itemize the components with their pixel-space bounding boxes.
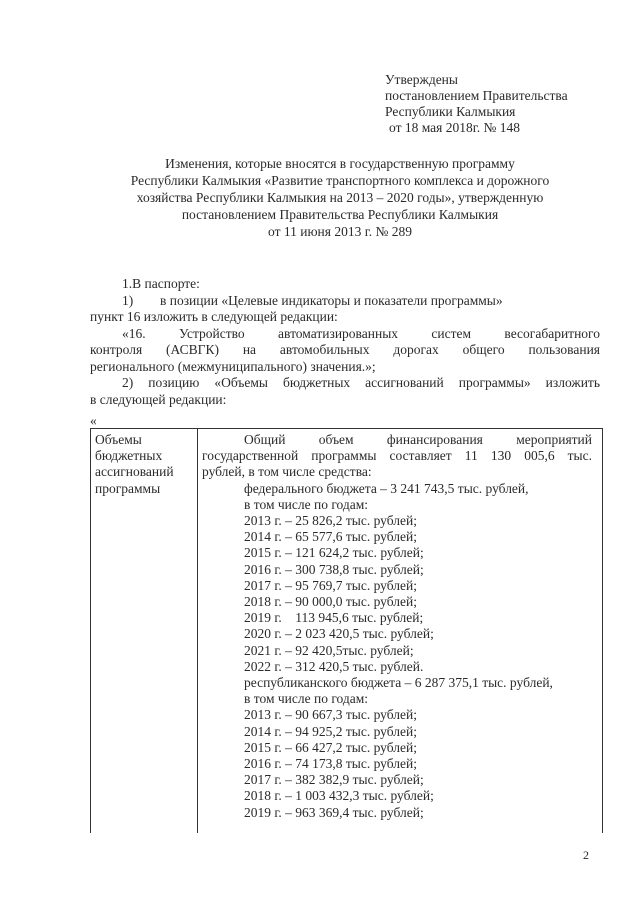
opening-quote: « xyxy=(90,413,97,428)
republic-year-item: 2014 г. – 94 925,2 тыс. рублей; xyxy=(244,723,417,739)
body-text xyxy=(90,276,600,408)
label-line: ассигнований xyxy=(95,464,174,480)
content-cell xyxy=(198,429,603,834)
heading-line-4: постановлением Правительства Республики Калмыкия xyxy=(181,207,499,222)
item-1-text: в позиции «Целевые индикаторы и показатели программы» xyxy=(160,292,503,308)
federal-year-item: 2020 г. – 2 023 420,5 тыс. рублей; xyxy=(244,626,434,642)
section-title: 1.В паспорте: xyxy=(122,276,200,291)
federal-year-item: 2016 г. – 300 738,8 тыс. рублей; xyxy=(244,561,424,577)
approval-line-1: Утверждены xyxy=(385,72,458,87)
federal-year-item: 2017 г. – 95 769,7 тыс. рублей; xyxy=(244,577,417,593)
label-line: бюджетных xyxy=(95,448,163,464)
page-number: 2 xyxy=(583,848,589,862)
approval-line-4: от 18 мая 2018г. № 148 xyxy=(389,120,521,135)
item-2-line-1: 2) позицию «Объемы бюджетных ассигнований программы» изложить xyxy=(122,375,600,390)
item-1-number: 1) xyxy=(122,292,134,308)
approval-block xyxy=(385,72,568,136)
heading-line-3: хозяйства Республики Калмыкия на 2013 – 2020 годы», утвержденную xyxy=(136,190,544,205)
point-16-line-1: «16. Устройство автоматизированных систем весогабаритного xyxy=(122,325,600,341)
point-16-line-2: контроля (АСВГК) на автомобильных дорогах общего пользования xyxy=(90,342,600,357)
heading-line-2: Республики Калмыкия «Развитие транспортного комплекса и дорожного xyxy=(130,173,550,188)
point-16-line-3: регионального (межмуниципального) значения.»; xyxy=(90,358,376,374)
intro-line-3: рублей, в том числе средства: xyxy=(202,464,372,480)
item-1-continuation: пункт 16 изложить в следующей редакции: xyxy=(90,309,338,324)
label-line: программы xyxy=(95,480,161,496)
republic-by-years: в том числе по годам: xyxy=(244,691,369,707)
intro-line-2: государственной программы составляет 11 130 005,6 тыс. xyxy=(202,448,592,464)
document-heading xyxy=(80,155,600,240)
federal-by-years: в том числе по годам: xyxy=(244,496,369,512)
item-2-line-2: в следующей редакции: xyxy=(90,391,227,407)
federal-total: федерального бюджета – 3 241 743,5 тыс. рублей, xyxy=(244,480,529,496)
heading-line-5: от 11 июня 2013 г. № 289 xyxy=(268,224,412,239)
republic-year-item: 2017 г. – 382 382,9 тыс. рублей; xyxy=(244,772,424,788)
label-line: Объемы xyxy=(95,432,142,447)
republic-year-item: 2018 г. – 1 003 432,3 тыс. рублей; xyxy=(244,788,434,804)
federal-year-item: 2022 г. – 312 420,5 тыс. рублей. xyxy=(244,658,424,674)
republic-year-item: 2013 г. – 90 667,3 тыс. рублей; xyxy=(244,707,417,723)
federal-year-item: 2018 г. – 90 000,0 тыс. рублей; xyxy=(244,594,417,610)
heading-line-1: Изменения, которые вносятся в государственную программу xyxy=(165,156,515,171)
republic-year-item: 2019 г. – 963 369,4 тыс. рублей; xyxy=(244,804,424,820)
republic-year-item: 2016 г. – 74 173,8 тыс. рублей; xyxy=(244,756,417,772)
item-1 xyxy=(90,293,600,310)
federal-year-item: 2021 г. – 92 420,5тыс. рублей; xyxy=(244,642,414,658)
budget-table xyxy=(90,428,603,833)
label-cell xyxy=(91,429,198,834)
republic-total: республиканского бюджета – 6 287 375,1 тыс. рублей, xyxy=(244,675,553,691)
approval-line-2: постановлением Правительства xyxy=(385,88,568,103)
intro-line-1: Общий объем финансирования мероприятий xyxy=(244,432,592,447)
approval-line-3: Республики Калмыкия xyxy=(385,104,516,119)
republic-year-item: 2015 г. – 66 427,2 тыс. рублей; xyxy=(244,739,417,755)
federal-year-item: 2014 г. – 65 577,6 тыс. рублей; xyxy=(244,529,417,545)
federal-year-item: 2019 г. 113 945,6 тыс. рублей; xyxy=(244,610,424,626)
federal-year-item: 2013 г. – 25 826,2 тыс. рублей; xyxy=(244,513,417,529)
table-row xyxy=(91,429,603,834)
federal-year-item: 2015 г. – 121 624,2 тыс. рублей; xyxy=(244,545,424,561)
